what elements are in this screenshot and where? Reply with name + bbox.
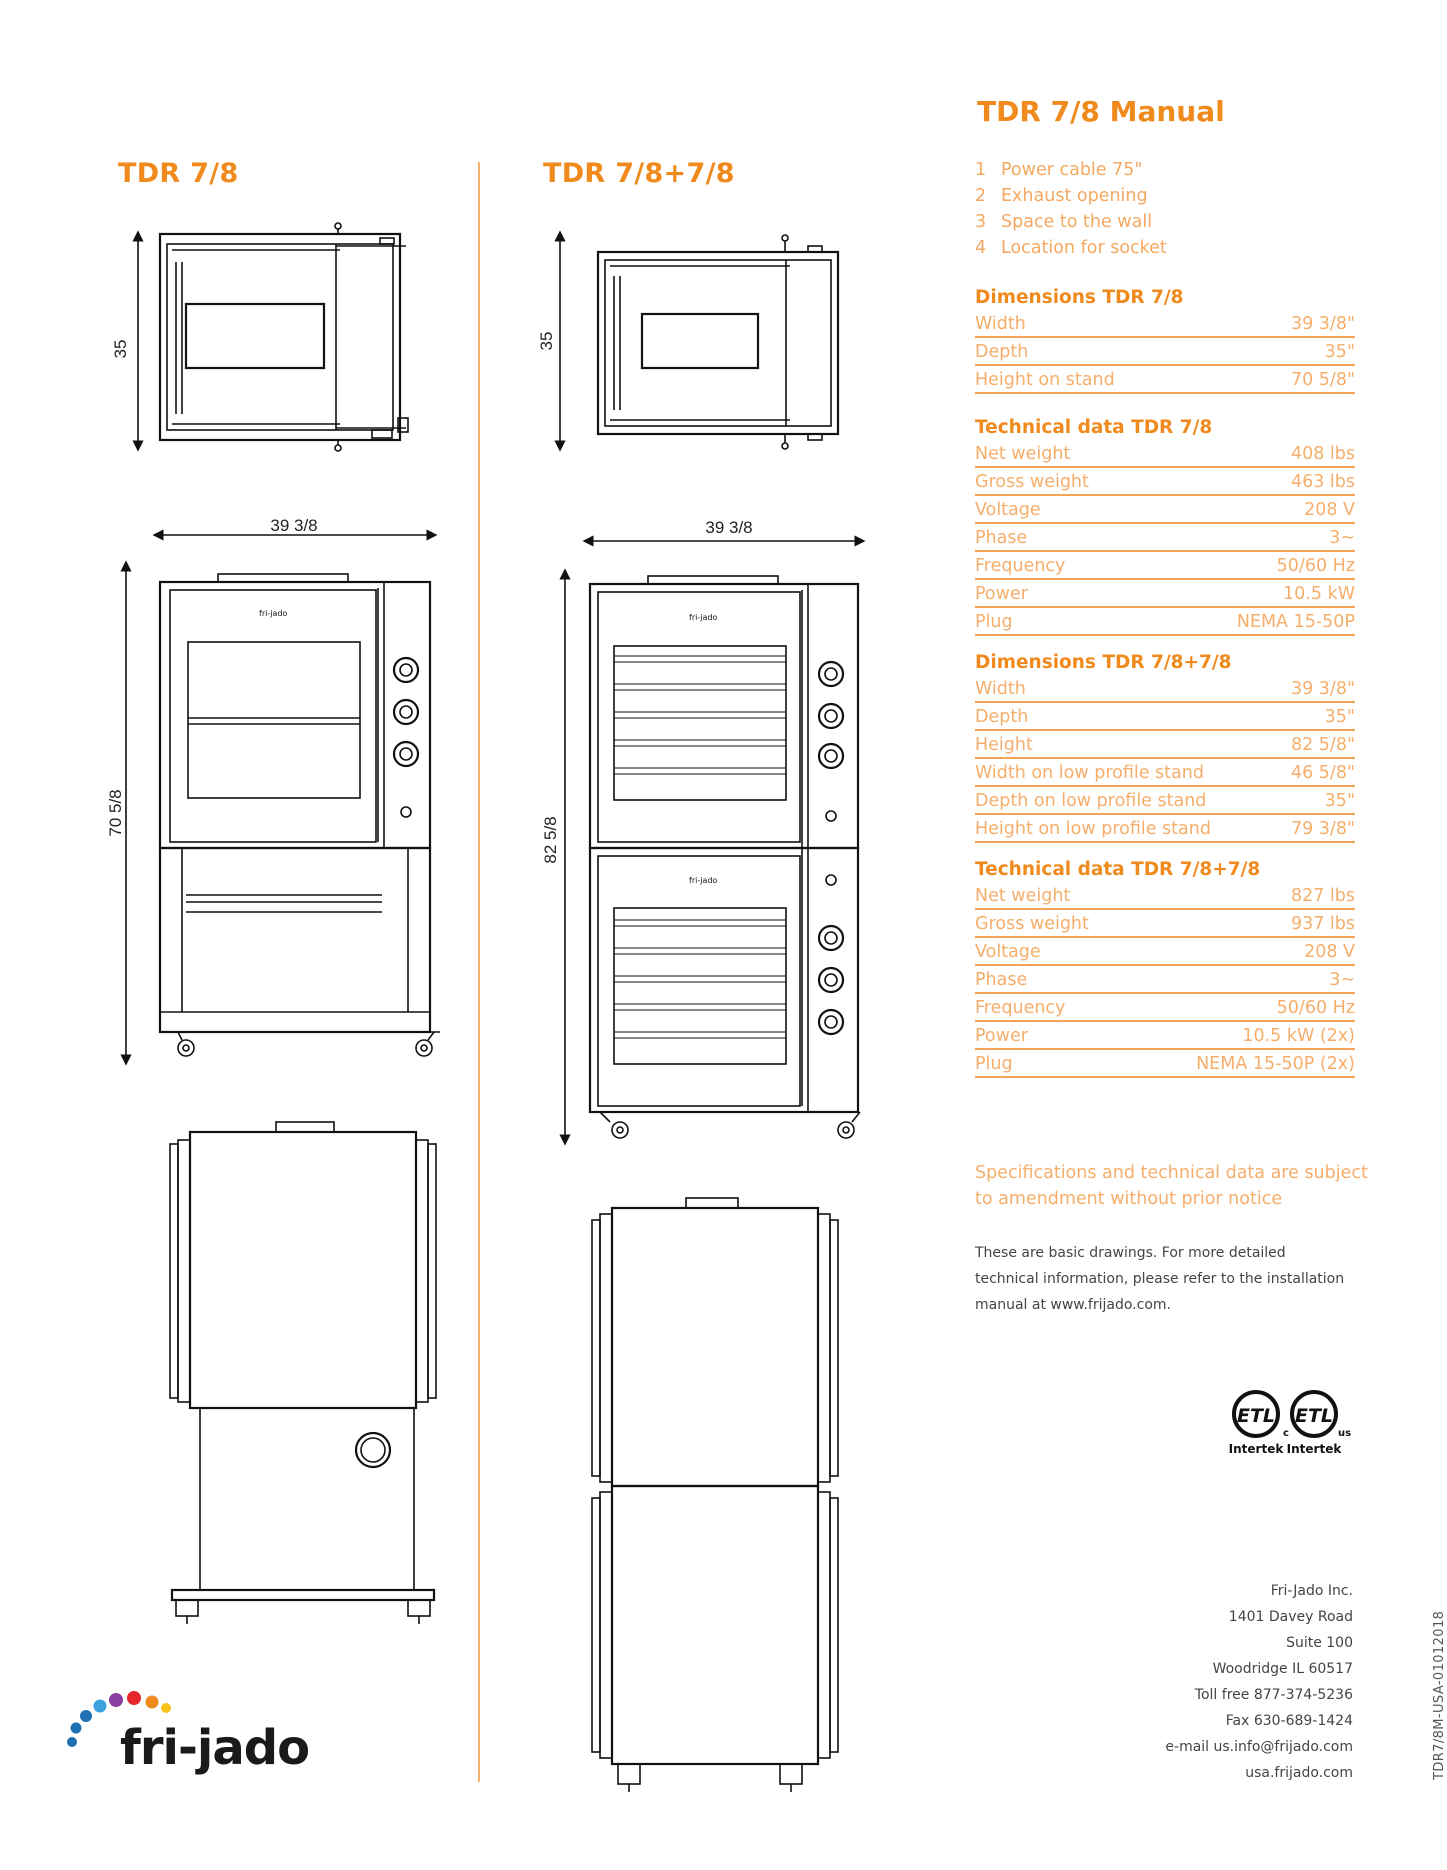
company-address	[1165, 1578, 1353, 1786]
svg-text:Intertek: Intertek	[1228, 1442, 1284, 1456]
address-suite: Suite 100	[1286, 1635, 1353, 1651]
spec-row: Height on stand 70 5/8"	[975, 368, 1355, 394]
single-top-view	[160, 223, 408, 451]
spec-row: Net weight 408 lbs	[975, 442, 1355, 468]
svg-text:c: c	[1283, 1428, 1289, 1439]
document-code: TDR7/8M-USA-01012018	[1432, 1610, 1447, 1780]
spec-row: Gross weight 463 lbs	[975, 470, 1355, 496]
spec-row: Voltage 208 V	[975, 940, 1355, 966]
note-item: 4 Location for socket	[975, 238, 1167, 258]
svg-text:ETL: ETL	[1294, 1405, 1334, 1427]
dimensions-double-section	[975, 650, 1355, 845]
spec-row: Frequency 50/60 Hz	[975, 554, 1355, 580]
address-city: Woodridge IL 60517	[1212, 1661, 1353, 1677]
spec-row: Net weight 827 lbs	[975, 884, 1355, 910]
section-heading: Technical data TDR 7/8+7/8	[975, 859, 1261, 880]
disclaimer-text: Specifications and technical data are subject to amendment without prior notice	[975, 1163, 1368, 1209]
address-email[interactable]: e-mail us.info@frijado.com	[1165, 1739, 1353, 1755]
spec-row: Height 82 5/8"	[975, 733, 1355, 759]
etl-mark-left	[1229, 1392, 1285, 1456]
spec-row: Width 39 3/8"	[975, 312, 1355, 338]
note-item: 3 Space to the wall	[975, 212, 1153, 232]
spec-row: Height on low profile stand 79 3/8"	[975, 817, 1355, 843]
dim-single-height: 70 5/8	[106, 789, 125, 837]
double-top-view	[598, 235, 838, 449]
dimensions-single-section	[975, 285, 1355, 396]
title-tdr-single: TDR 7/8	[118, 158, 239, 189]
technical-single-section	[975, 415, 1355, 638]
address-toll-free: Toll free 877-374-5236	[1194, 1687, 1353, 1703]
address-company: Fri-Jado Inc.	[1270, 1583, 1353, 1599]
etl-certification-marks	[1228, 1388, 1358, 1460]
single-side-view	[170, 1122, 436, 1624]
section-heading: Dimensions TDR 7/8	[975, 287, 1184, 308]
dim-double-height: 82 5/8	[541, 816, 560, 864]
etl-mark-right	[1287, 1392, 1343, 1456]
badge-single: fri-jado	[259, 609, 288, 618]
section-heading: Dimensions TDR 7/8+7/8	[975, 652, 1232, 673]
technical-double-section	[975, 857, 1355, 1080]
spec-row: Power 10.5 kW (2x)	[975, 1024, 1355, 1050]
spec-row: Voltage 208 V	[975, 498, 1355, 524]
spec-row: Depth 35"	[975, 705, 1355, 731]
spec-row: Plug NEMA 15-50P (2x)	[975, 1052, 1355, 1078]
badge-double-lower: fri-jado	[689, 876, 718, 885]
title-tdr-double: TDR 7/8+7/8	[543, 158, 735, 189]
single-front-view	[160, 574, 440, 1056]
spec-row: Phase 3~	[975, 526, 1355, 552]
dim-double-top-depth: 35	[537, 331, 556, 351]
note-item: 1 Power cable 75"	[975, 160, 1143, 180]
spec-row: Frequency 50/60 Hz	[975, 996, 1355, 1022]
spec-row: Gross weight 937 lbs	[975, 912, 1355, 938]
spec-row: Width on low profile stand 46 5/8"	[975, 761, 1355, 787]
double-side-view	[592, 1198, 838, 1792]
svg-text:us: us	[1338, 1428, 1352, 1439]
section-heading: Technical data TDR 7/8	[975, 417, 1213, 438]
double-front-view	[590, 576, 860, 1138]
address-street: 1401 Davey Road	[1228, 1609, 1353, 1625]
dim-double-width: 39 3/8	[705, 518, 753, 537]
note-item: 2 Exhaust opening	[975, 186, 1148, 206]
basic-drawings-note: These are basic drawings. For more detailed technical information, please refer to the installation manual at www.frijado.com.	[975, 1245, 1345, 1313]
spec-row: Phase 3~	[975, 968, 1355, 994]
dim-single-top-depth: 35	[111, 339, 130, 359]
spec-row: Width 39 3/8"	[975, 677, 1355, 703]
spec-row: Depth 35"	[975, 340, 1355, 366]
svg-text:ETL: ETL	[1236, 1405, 1276, 1427]
spec-row: Power 10.5 kW	[975, 582, 1355, 608]
manual-title: TDR 7/8 Manual	[977, 95, 1225, 128]
fri-jado-logo-text: fri-jado	[120, 1720, 310, 1776]
dim-single-width: 39 3/8	[270, 516, 318, 535]
badge-double-upper: fri-jado	[689, 613, 718, 622]
address-website[interactable]: usa.frijado.com	[1245, 1765, 1353, 1781]
notes-list	[975, 157, 1275, 261]
spec-row: Plug NEMA 15-50P	[975, 610, 1355, 636]
svg-text:Intertek: Intertek	[1286, 1442, 1342, 1456]
spec-row: Depth on low profile stand 35"	[975, 789, 1355, 815]
address-fax: Fax 630-689-1424	[1225, 1713, 1353, 1729]
